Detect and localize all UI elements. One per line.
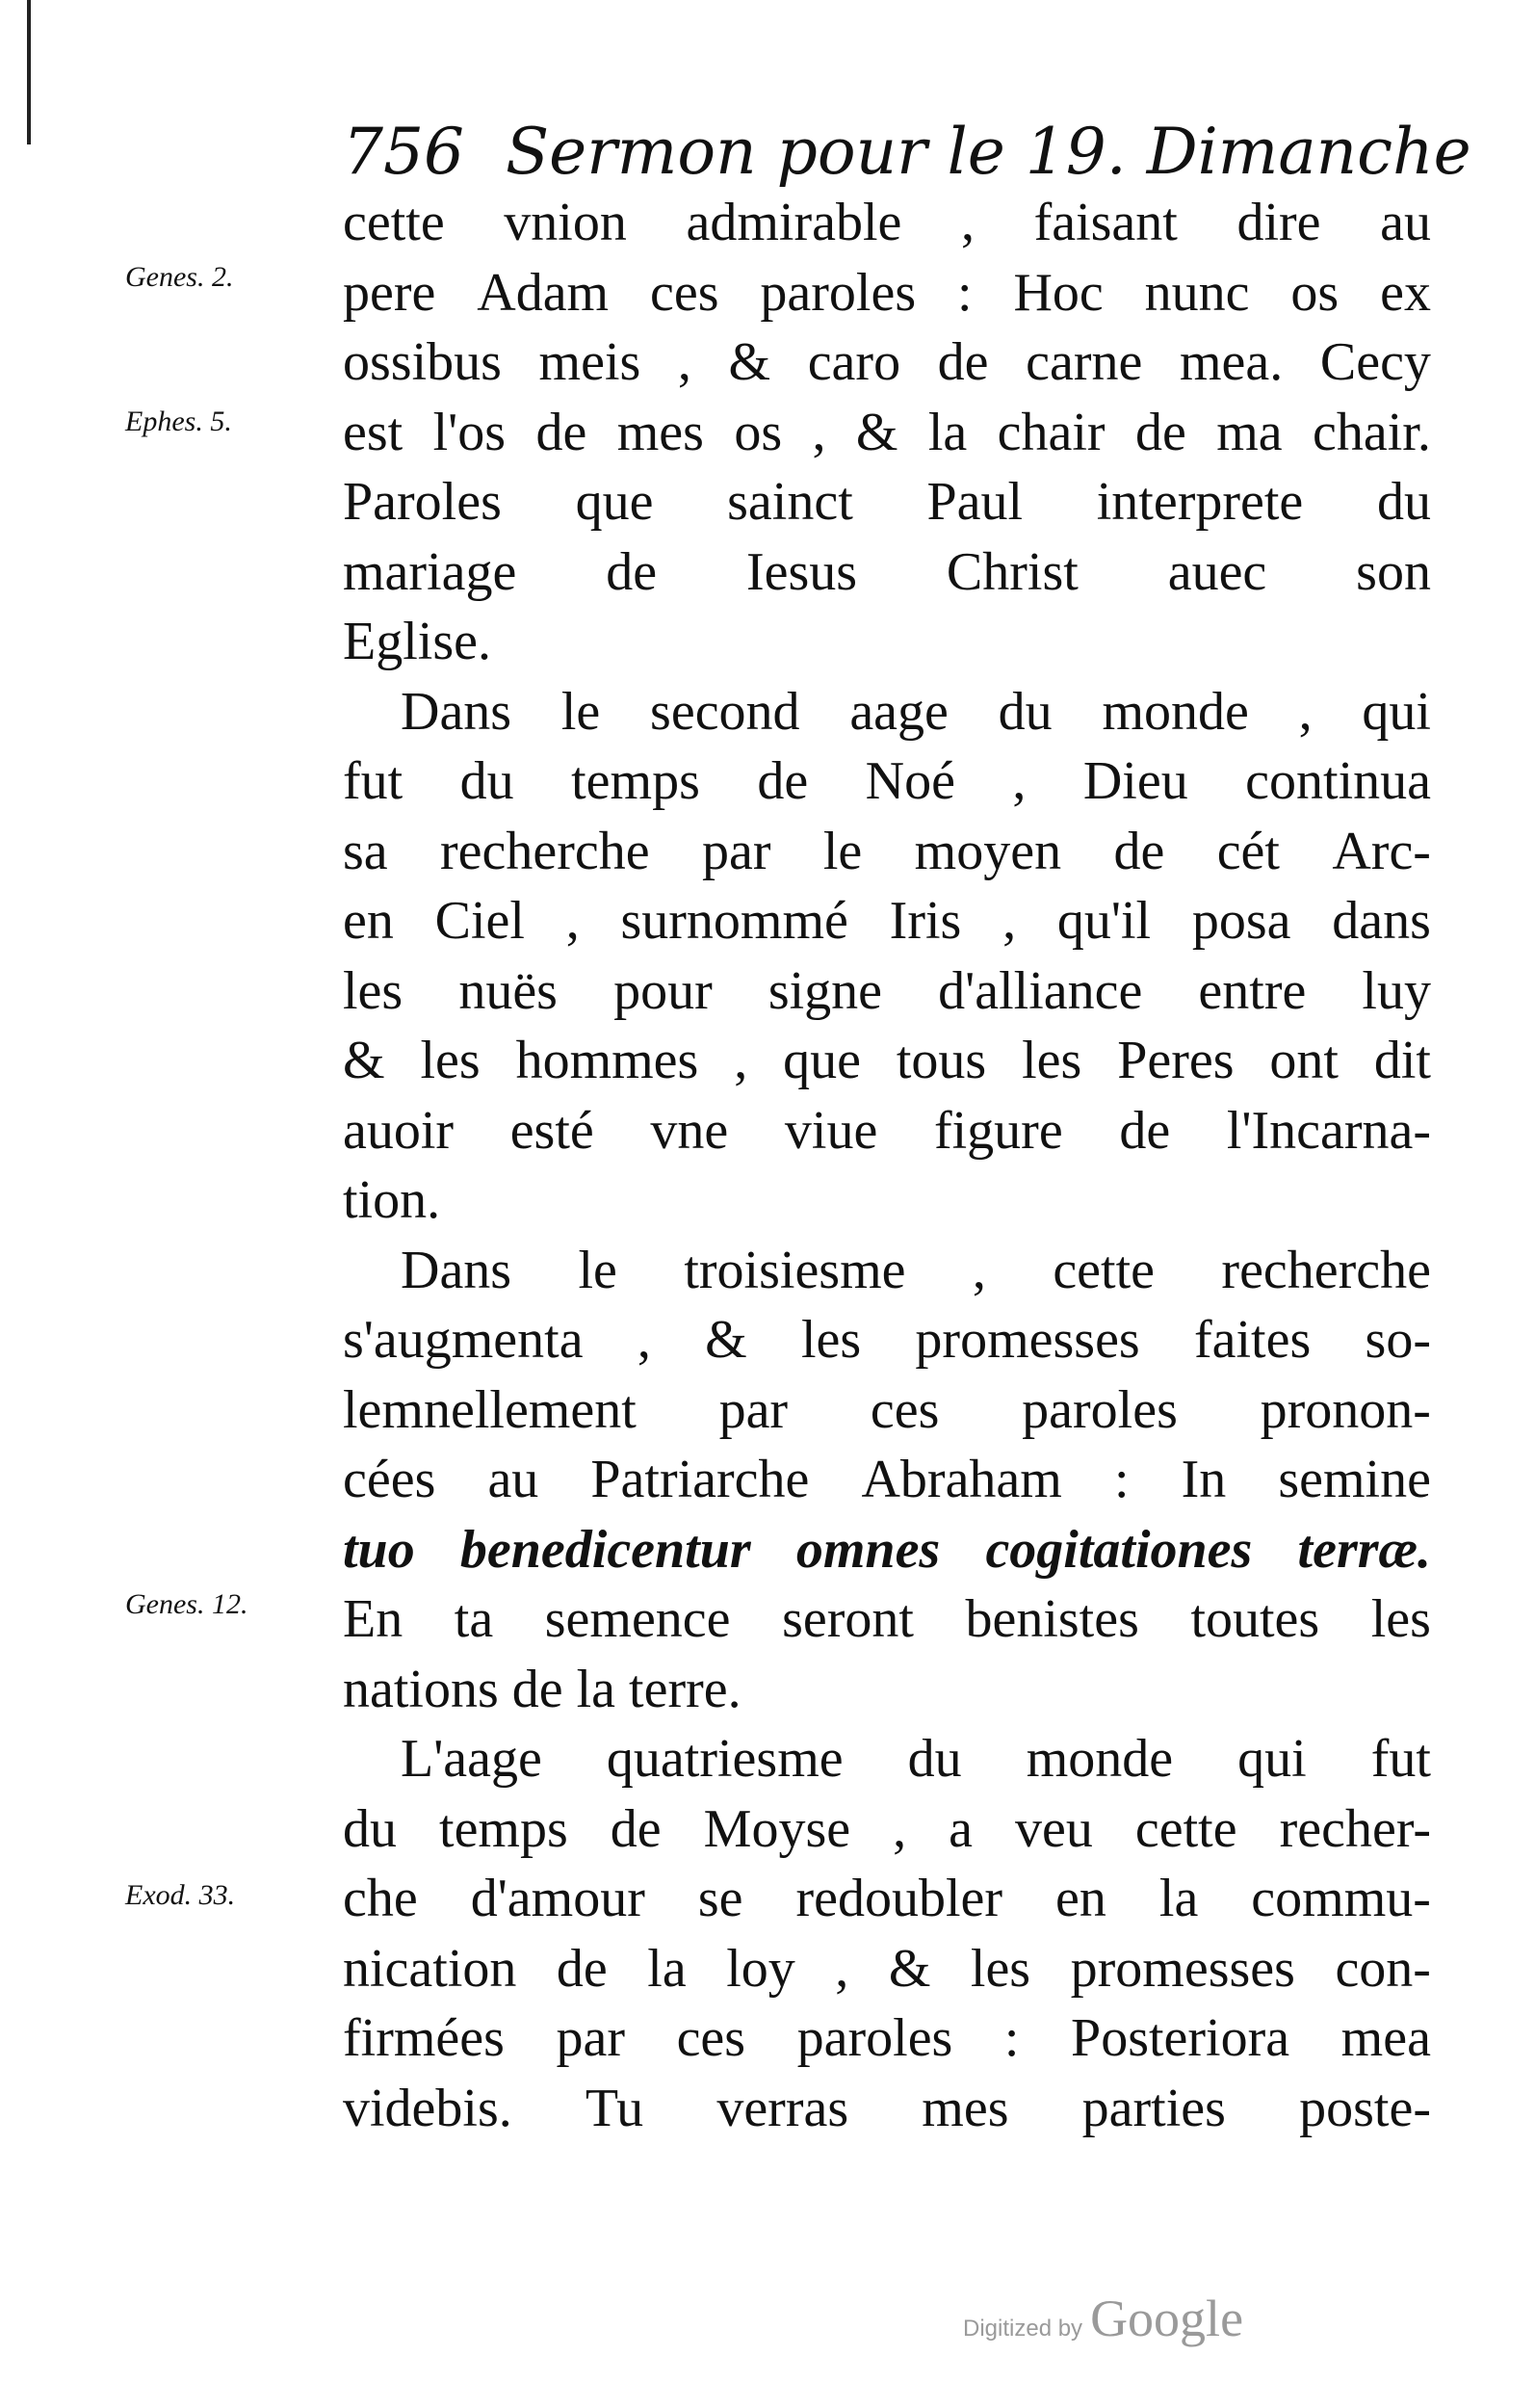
text-line: fut du temps de Noé , Dieu continua bbox=[343, 751, 1431, 811]
margin-note-genesis-12: Genes. 12. bbox=[125, 1588, 248, 1620]
text-line: les nuës pour signe d'alliance entre luy bbox=[343, 960, 1431, 1021]
margin-note-genesis-2: Genes. 2. bbox=[125, 261, 234, 293]
text-line: tion. bbox=[343, 1170, 441, 1230]
text-line: che d'amour se redoubler en la commu- bbox=[343, 1869, 1431, 1928]
text-line: cette vnion admirable , faisant dire au bbox=[343, 193, 1431, 252]
text-line: s'augmenta , & les promesses faites so- bbox=[343, 1310, 1431, 1370]
text-line: & les hommes , que tous les Peres ont dit bbox=[343, 1031, 1431, 1090]
text-line: Dans le second aage du monde , qui bbox=[401, 681, 1431, 742]
text-line: videbis. Tu verras mes parties poste- bbox=[343, 2078, 1431, 2138]
text-line: ossibus meis , & caro de carne mea. Cecy bbox=[343, 332, 1431, 392]
text-line: nication de la loy , & les promesses con- bbox=[343, 1938, 1431, 1999]
text-line: est l'os de mes os , & la chair de ma chair. bbox=[343, 402, 1431, 462]
text-line: Eglise. bbox=[343, 612, 491, 671]
page-number: 756 bbox=[343, 115, 464, 189]
body-text bbox=[343, 188, 1431, 2143]
text-line: lemnellement par ces paroles pronon- bbox=[343, 1379, 1431, 1440]
running-title: Sermon pour le 19. Dimanche bbox=[505, 115, 1471, 189]
text-line: cées au Patriarche Abraham : In semine bbox=[343, 1450, 1431, 1509]
text-line: pere Adam ces paroles : Hoc nunc os ex bbox=[343, 262, 1431, 323]
text-line: En ta semence seront benistes toutes les bbox=[343, 1589, 1431, 1649]
binding-edge bbox=[27, 0, 31, 144]
running-header bbox=[343, 104, 1471, 200]
margin-note-ephesians-5: Ephes. 5. bbox=[125, 406, 232, 437]
text-line: Dans le troisiesme , cette recherche bbox=[401, 1240, 1431, 1300]
watermark-logo: Google bbox=[1090, 2290, 1244, 2347]
text-line: du temps de Moyse , a veu cette recher- bbox=[343, 1798, 1431, 1859]
text-line: auoir esté vne viue figure de l'Incarna- bbox=[343, 1100, 1431, 1161]
text-line: nations de la terre. bbox=[343, 1659, 741, 1719]
text-line: firmées par ces paroles : Posteriora mea bbox=[343, 2008, 1431, 2068]
text-line: sa recherche par le moyen de cét Arc- bbox=[343, 821, 1431, 881]
text-line: mariage de Iesus Christ auec son bbox=[343, 541, 1431, 602]
text-line: Paroles que sainct Paul interprete du bbox=[343, 472, 1431, 532]
text-line: en Ciel , surnommé Iris , qu'il posa dans bbox=[343, 891, 1431, 951]
text-line: tuo benedicentur omnes cogitationes terræ. bbox=[343, 1519, 1431, 1580]
digitization-watermark bbox=[963, 2289, 1348, 2356]
watermark-caption: Digitized by bbox=[963, 2316, 1083, 2342]
margin-note-exodus-33: Exod. 33. bbox=[125, 1879, 236, 1911]
text-line: L'aage quatriesme du monde qui fut bbox=[401, 1729, 1431, 1789]
